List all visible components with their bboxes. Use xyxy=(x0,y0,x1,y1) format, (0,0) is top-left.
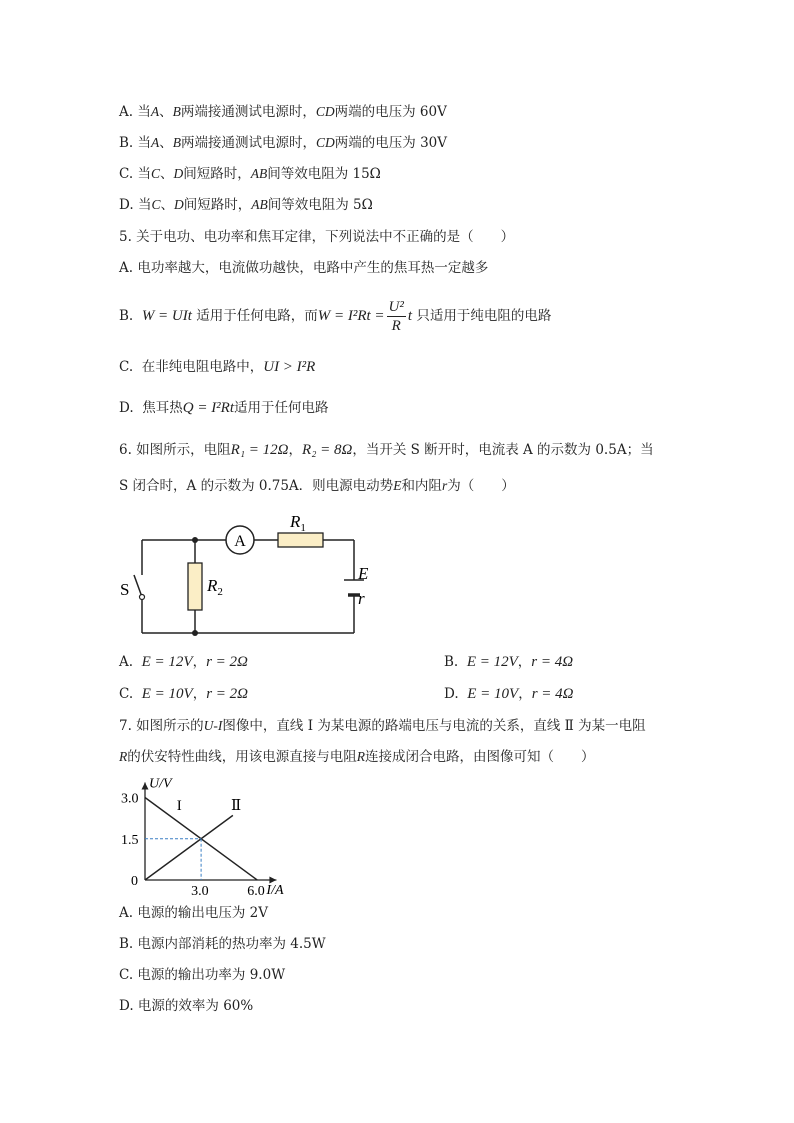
label-r1: $R_1$ xyxy=(290,512,306,534)
junction-node xyxy=(192,537,198,543)
q6-stem-line1: 6. 如图所示，电阻R₁ = 12Ω，R₂ = 8Ω，当开关 S 断开时，电流表 A 的示数为 0.5A；当 xyxy=(119,442,654,458)
x-axis-label: I/A xyxy=(266,883,284,898)
circuit-diagram xyxy=(110,505,390,645)
q5-option-d: D. 焦耳热Q = I²Rt适用于任何电路 xyxy=(119,400,329,416)
origin-label: 0 xyxy=(131,874,138,889)
formula-q-i2rt: Q = I²Rt xyxy=(182,400,235,416)
q7-option: B. 电源内部消耗的热功率为 4.5W xyxy=(119,936,326,952)
q7-stem-line1: 7. 如图所示的U-I图像中，直线 I 为某电源的路端电压与电流的关系，直线 Ⅱ 为某一电阻 xyxy=(119,718,646,734)
y-axis-arrow xyxy=(142,783,149,790)
q7-option: C. 电源的输出功率为 9.0W xyxy=(119,967,286,983)
q7-option: A. 电源的输出电压为 2V xyxy=(119,905,268,921)
formula-ui-gt-i2r: UI > I²R xyxy=(263,359,316,375)
q7-stem-line2: R的伏安特性曲线，用该电源直接与电阻R连接成闭合电路，由图像可知（ ） xyxy=(119,749,595,765)
label-emf: E xyxy=(358,564,369,583)
q6-option: A. E = 12V，r = 2Ω xyxy=(119,654,248,670)
resistor-r2 xyxy=(188,563,202,610)
x-tick-label: 3.0 xyxy=(191,884,209,899)
y-axis-label: U/V xyxy=(149,776,172,792)
resistor-r1 xyxy=(278,533,323,547)
q4-option: D. 当C、D间短路时，AB间等效电阻为 5Ω xyxy=(119,197,373,213)
y-tick-label: 1.5 xyxy=(121,832,139,848)
y-tick-label: 3.0 xyxy=(121,791,139,807)
q6-stem-line2: S 闭合时，A 的示数为 0.75A．则电源电动势E和内阻r为（ ） xyxy=(119,478,515,494)
q5-option-c: C. 在非纯电阻电路中，UI > I²R xyxy=(119,359,316,375)
formula-w-uit: W = UIt xyxy=(141,308,192,324)
x-tick-label: 6.0 xyxy=(247,884,265,899)
q4-option: C. 当C、D间短路时，AB间等效电阻为 15Ω xyxy=(119,166,381,182)
q6-option: B. E = 12V，r = 4Ω xyxy=(444,654,574,670)
series-label-2: Ⅱ xyxy=(231,797,242,814)
label-internal-r: r xyxy=(358,589,365,608)
ammeter-label: A xyxy=(234,533,246,550)
q6-option: D. E = 10V，r = 4Ω xyxy=(444,686,574,702)
ui-graph xyxy=(110,770,320,900)
q4-option: A. 当A、B两端接通测试电源时，CD两端的电压为 60V xyxy=(119,104,447,120)
series-line-2 xyxy=(145,815,233,880)
q5-option-a: A. 电功率越大，电流做功越快，电路中产生的焦耳热一定越多 xyxy=(119,260,489,276)
q6-option: C. E = 10V，r = 2Ω xyxy=(119,686,248,702)
q4-option: B. 当A、B两端接通测试电源时，CD两端的电压为 30V xyxy=(119,135,447,151)
series-label-1: I xyxy=(176,797,182,814)
label-r2: $R_2$ xyxy=(207,576,223,598)
formula-w-i2rt: W = I²Rt = xyxy=(317,308,385,324)
q5-stem: 5. 关于电功、电功率和焦耳定律，下列说法中不正确的是（ ） xyxy=(119,229,515,245)
label-switch: S xyxy=(120,580,130,599)
switch-contact xyxy=(140,595,145,600)
option-label: B. xyxy=(119,308,134,324)
q5-option-b: B. W = UIt 适用于任何电路，而W = I²Rt = $\frac{\text{U²}}{R}$ t 只适用于纯电阻的电路 xyxy=(119,299,552,334)
fraction-u2-over-r: $\frac{\text{U²}}{R}$ xyxy=(388,299,404,334)
q7-option: D. 电源的效率为 60% xyxy=(119,998,254,1014)
junction-node xyxy=(192,630,198,636)
